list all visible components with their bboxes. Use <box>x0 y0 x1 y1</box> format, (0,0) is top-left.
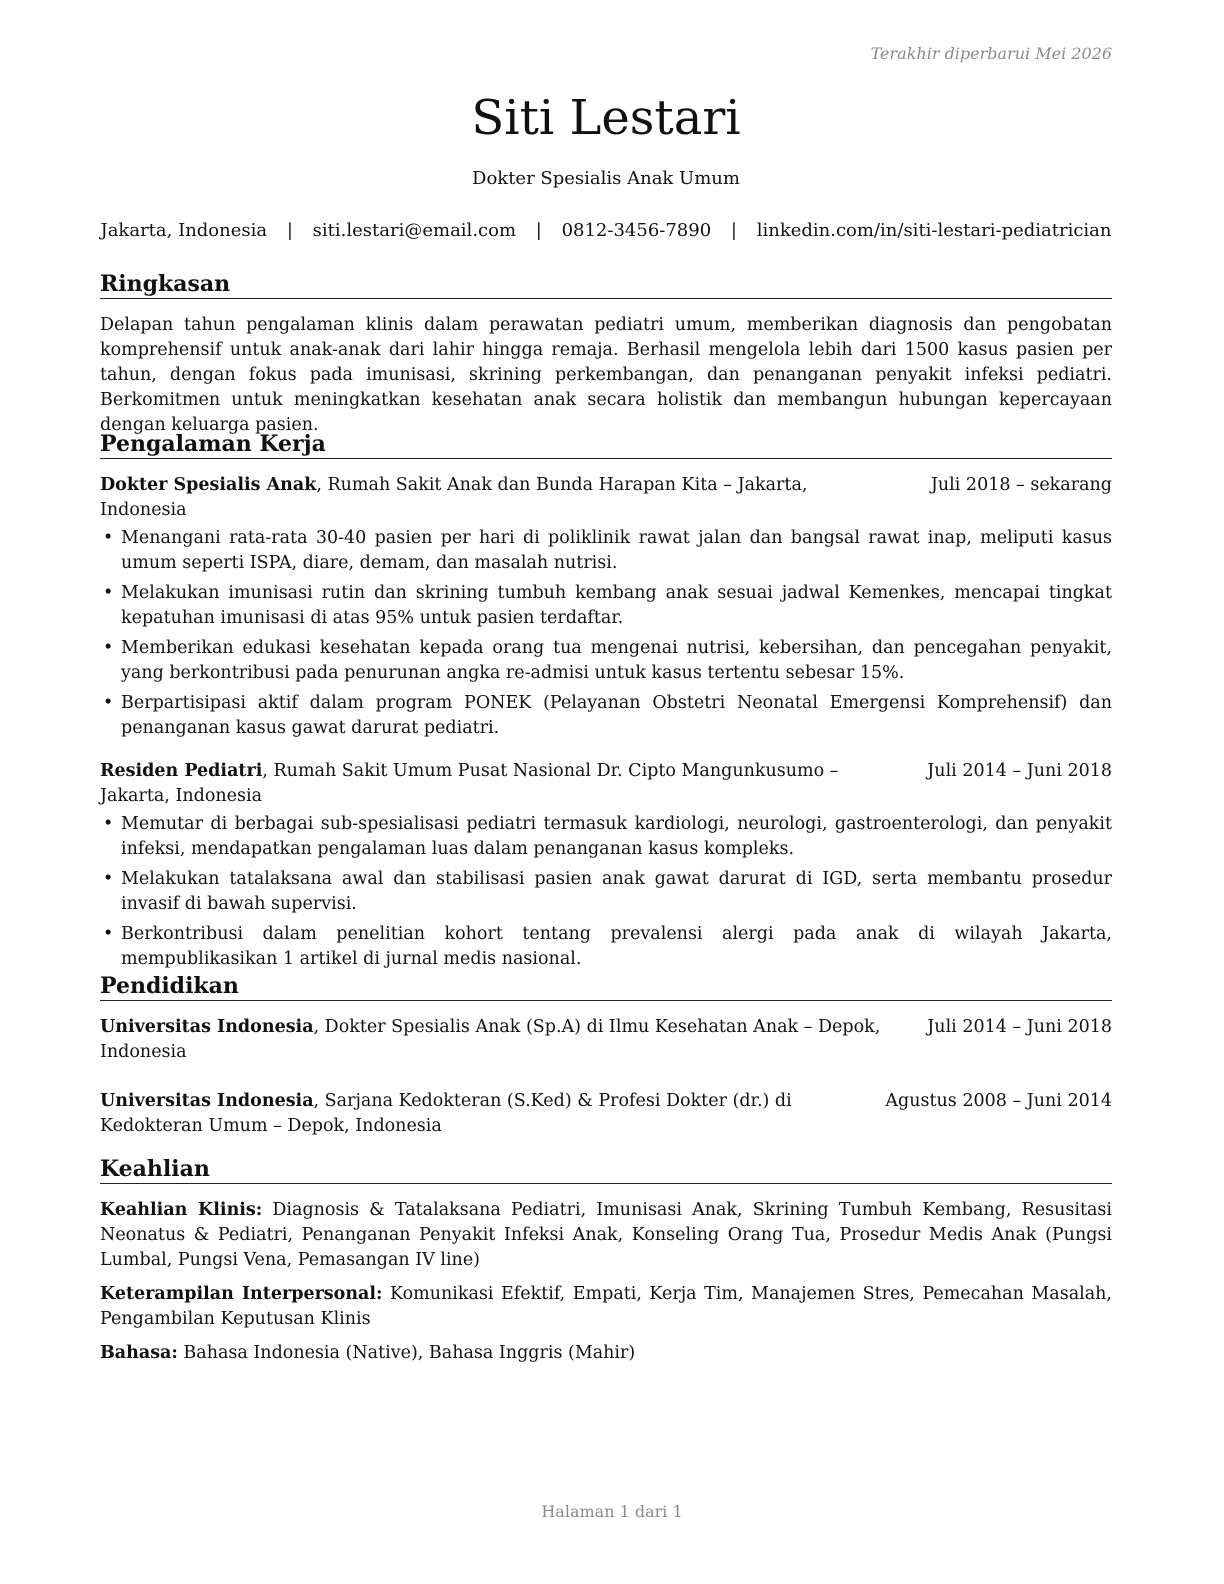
contact-location: Jakarta, Indonesia <box>100 220 268 241</box>
job-bullet <box>100 922 1112 972</box>
job-bullet-text: Melakukan imunisasi rutin dan skrining tumbuh kembang anak sesuai jadwal Kemenkes, mencapai tingkat kepatuhan imunisasi di atas 95% untuk pasien terdaftar. <box>121 583 1112 628</box>
job-role-org <box>100 759 927 809</box>
skills-heading: Keahlian <box>100 1155 1112 1184</box>
job-entry <box>100 473 1112 741</box>
bullet-icon: • <box>103 869 114 889</box>
job-role-org <box>100 473 931 523</box>
education-entry <box>100 1089 1112 1139</box>
job-header <box>100 473 1112 523</box>
job-organization: , Rumah Sakit Anak dan Bunda Harapan Kita – Jakarta, Indonesia <box>100 475 808 520</box>
job-role: Residen Pediatri <box>100 761 263 781</box>
job-bullet-list <box>100 526 1112 741</box>
job-bullet-text: Berpartisipasi aktif dalam program PONEK (Pelayanan Obstetri Neonatal Emergensi Komprehensif) dan penanganan kasus gawat darurat pediatri. <box>121 693 1112 738</box>
candidate-name: Siti Lestari <box>471 90 741 146</box>
summary-heading: Ringkasan <box>100 270 1112 299</box>
summary-section <box>100 270 1112 438</box>
job-dates: Juli 2018 – sekarang <box>930 475 1112 495</box>
contact-email-link[interactable]: siti.lestari@email.com <box>312 220 517 241</box>
skill-group <box>100 1341 1112 1366</box>
job-bullet-text: Melakukan tatalaksana awal dan stabilisasi pasien anak gawat darurat di IGD, serta membantu prosedur invasif di bawah supervisi. <box>121 869 1112 914</box>
experience-heading: Pengalaman Kerja <box>100 430 1112 459</box>
job-bullet <box>100 636 1112 686</box>
job-bullet <box>100 691 1112 741</box>
page-footer: Halaman 1 dari 1 <box>541 1502 683 1521</box>
contact-separator: | <box>535 220 542 241</box>
last-updated-note: Terakhir diperbarui Mei 2026 <box>870 44 1112 63</box>
job-bullet-list <box>100 812 1112 972</box>
bullet-icon: • <box>103 583 114 603</box>
bullet-icon: • <box>103 528 114 548</box>
education-school-detail <box>100 1089 885 1139</box>
candidate-title: Dokter Spesialis Anak Umum <box>472 168 740 189</box>
skill-group <box>100 1198 1112 1273</box>
job-dates: Juli 2014 – Juni 2018 <box>927 761 1112 781</box>
education-dates: Juli 2014 – Juni 2018 <box>927 1017 1112 1037</box>
bullet-icon: • <box>103 638 114 658</box>
bullet-icon: • <box>103 693 114 713</box>
education-school: Universitas Indonesia <box>100 1091 314 1111</box>
job-bullet-text: Menangani rata-rata 30-40 pasien per hari di poliklinik rawat jalan dan bangsal rawat inap, meliputi kasus umum seperti ISPA, diare, demam, dan masalah nutrisi. <box>121 528 1112 573</box>
job-role: Dokter Spesialis Anak <box>100 475 317 495</box>
skills-section <box>100 1155 1112 1375</box>
contact-line <box>100 219 1112 243</box>
skill-group-text: Diagnosis & Tatalaksana Pediatri, Imunisasi Anak, Skrining Tumbuh Kembang, Resusitasi Neonatus & Pediatri, Penanganan Penyakit Infeksi Anak, Konseling Orang Tua, Prosedur Medis Anak (Pungsi Lumbal, Pungsi Vena, Pemasangan IV line) <box>100 1200 1112 1270</box>
skill-group-label: Keterampilan Interpersonal: <box>100 1284 383 1304</box>
contact-phone: 0812-3456-7890 <box>561 220 712 241</box>
job-header <box>100 759 1112 809</box>
job-entry <box>100 759 1112 972</box>
job-bullet <box>100 867 1112 917</box>
job-organization: , Rumah Sakit Umum Pusat Nasional Dr. Cipto Mangunkusumo – Jakarta, Indonesia <box>100 761 839 806</box>
skill-group-label: Keahlian Klinis: <box>100 1200 263 1220</box>
education-section <box>100 972 1112 1139</box>
job-bullet-text: Memutar di berbagai sub-spesialisasi pediatri termasuk kardiologi, neurologi, gastroenterologi, dan penyakit infeksi, mendapatkan pengalaman luas dalam penanganan kasus kompleks. <box>121 814 1112 859</box>
summary-text: Delapan tahun pengalaman klinis dalam perawatan pediatri umum, memberikan diagnosis dan pengobatan komprehensif untuk anak-anak dari lahir hingga remaja. Berhasil mengelola lebih dari 1500 kasus pasien per tahun, dengan fokus pada imunisasi, skrining perkembangan, dan penanganan penyakit infeksi pediatri. Berkomitmen untuk meningkatkan kesehatan anak secara holistik dan membangun hubungan kepercayaan dengan keluarga pasien. <box>100 315 1112 435</box>
education-heading: Pendidikan <box>100 972 1112 1001</box>
skill-group <box>100 1282 1112 1332</box>
education-detail: , Dokter Spesialis Anak (Sp.A) di Ilmu Kesehatan Anak – Depok, Indonesia <box>100 1017 881 1062</box>
skill-group-text: Bahasa Indonesia (Native), Bahasa Inggris (Mahir) <box>177 1343 636 1363</box>
job-bullet-text: Berkontribusi dalam penelitian kohort tentang prevalensi alergi pada anak di wilayah Jakarta, mempublikasikan 1 artikel di jurnal medis nasional. <box>121 924 1112 969</box>
job-bullet <box>100 581 1112 631</box>
skill-group-text: Komunikasi Efektif, Empati, Kerja Tim, Manajemen Stres, Pemecahan Masalah, Pengambilan Keputusan Klinis <box>100 1284 1112 1329</box>
contact-separator: | <box>730 220 737 241</box>
job-bullet <box>100 526 1112 576</box>
education-entry <box>100 1015 1112 1065</box>
job-bullet <box>100 812 1112 862</box>
bullet-icon: • <box>103 924 114 944</box>
education-school: Universitas Indonesia <box>100 1017 314 1037</box>
contact-separator: | <box>286 220 293 241</box>
bullet-icon: • <box>103 814 114 834</box>
skill-group-label: Bahasa: <box>100 1343 178 1363</box>
job-bullet-text: Memberikan edukasi kesehatan kepada orang tua mengenai nutrisi, kebersihan, dan pencegahan penyakit, yang berkontribusi pada penurunan angka re-admisi untuk kasus tertentu sebesar 15%. <box>121 638 1112 683</box>
education-school-detail <box>100 1015 927 1065</box>
education-dates: Agustus 2008 – Juni 2014 <box>885 1091 1112 1111</box>
education-detail: , Sarjana Kedokteran (S.Ked) & Profesi Dokter (dr.) di Kedokteran Umum – Depok, Indonesia <box>100 1091 792 1136</box>
experience-section <box>100 430 1112 977</box>
contact-linkedin-link[interactable]: linkedin.com/in/siti-lestari-pediatrician <box>756 220 1112 241</box>
